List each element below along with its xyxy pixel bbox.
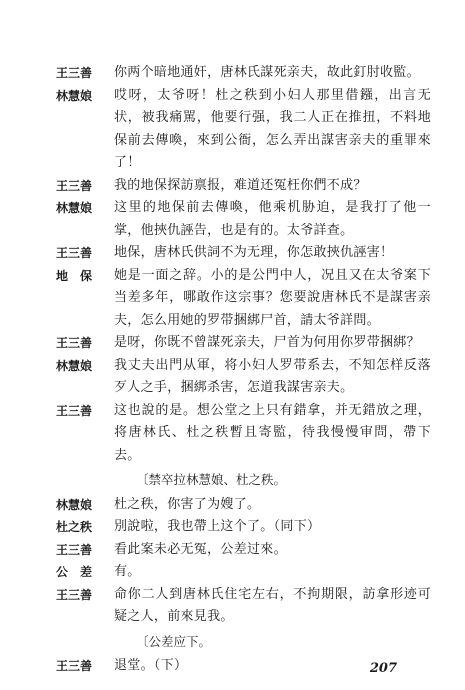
dialogue-entry	[56, 197, 431, 242]
dialogue-text: 看此案未必无冤，公差过來。	[114, 541, 287, 557]
dialogue-entry	[56, 85, 431, 175]
speaker-name: 杜之秩	[56, 520, 93, 534]
dialogue-text: 这里的地保前去傳喚，他乘机胁迫，是我打了他一掌，他挾仇誣告，也是有的。太爷詳查。	[114, 200, 431, 238]
dialogue-text: 有。	[114, 564, 141, 579]
dialogue-entry	[56, 332, 431, 355]
dialogue-entry	[56, 265, 431, 333]
dialogue-entry	[56, 175, 431, 198]
speaker-name: 王三善	[56, 659, 93, 673]
speaker-name: 林慧娘	[56, 358, 93, 373]
dialogue-text: 她是一面之辞。小的是公門中人，况且又在太爷案下当差多年，哪敢作这宗事？您要說唐林氏不是謀害亲夫，怎么用她的罗带捆綁尸首，請太爷詳問。	[114, 267, 431, 328]
speaker-name: 林慧娘	[56, 201, 93, 215]
speaker-name: 王三善	[56, 246, 93, 260]
dialogue-entry	[56, 62, 431, 85]
speaker-name: 林慧娘	[56, 88, 93, 103]
speaker-name: 王三善	[56, 542, 93, 557]
dialogue-entry	[56, 516, 431, 539]
dialogue-text: 我的地保探訪禀报，难道还冤枉你們不成？	[114, 177, 367, 193]
dialogue-entry	[56, 561, 431, 584]
speaker-name: 公 差	[56, 565, 93, 579]
dialogue-text: 命你二人到唐林氏住宅左右，不拘期限，訪拿形迹可疑之人，前來見我。	[114, 586, 431, 624]
dialogue-entry	[56, 494, 431, 517]
stage-direction: 〔禁卒拉林慧娘、杜之秩。	[136, 472, 287, 487]
speaker-name: 王三善	[56, 178, 93, 193]
dialogue-entry	[56, 242, 431, 265]
dialogue-text: 是呀，你既不曾謀死亲夫，尸首为何用你罗带捆綁？	[114, 335, 420, 350]
dialogue-text: 退堂。（下）	[114, 658, 188, 673]
dialogue-text: 地保，唐林氏供詞不为无理，你怎敢挾仇誣害！	[114, 245, 394, 260]
dialogue-text: 这也說的是。想公堂之上只有錯拿，并无錯放之理，将唐林氏、杜之秩暫且寄監，待我慢慢审問，帶下去。	[114, 402, 431, 463]
speaker-name: 林慧娘	[56, 497, 93, 512]
speaker-name: 王三善	[56, 66, 93, 80]
script-body	[56, 62, 431, 678]
dialogue-text: 別說啦，我也帶上这个了。（同下）	[114, 519, 321, 534]
speaker-name: 王三善	[56, 403, 93, 418]
speaker-name: 王三善	[56, 336, 93, 350]
dialogue-entry	[56, 400, 431, 468]
dialogue-text: 你两个暗地通奸，唐林氏謀死亲夫，故此釘肘收監。	[114, 65, 420, 80]
dialogue-text: 杜之秩，你害了为嫂了。	[114, 496, 261, 512]
dialogue-entry	[56, 539, 431, 562]
dialogue-entry	[56, 584, 431, 629]
dialogue-entry	[56, 355, 431, 400]
stage-direction: 〔公差应下。	[136, 633, 212, 649]
dialogue-text: 我丈夫出門从軍，将小妇人罗带系去，不知怎样反落歹人之手，捆綁杀害，怎道我謀害亲夫。	[114, 357, 431, 395]
dialogue-text: 哎呀，太爷呀！杜之秩到小妇人那里借鏹，出言无状，被我痛駡，他要行强，我二人正在推扭，不料地保前去傳喚，來到公衙，怎么弄出謀害亲夫的重罪來了！	[114, 87, 431, 170]
speaker-name: 地 保	[56, 268, 93, 283]
speaker-name: 王三善	[56, 587, 93, 602]
page-number: 207	[369, 661, 397, 676]
